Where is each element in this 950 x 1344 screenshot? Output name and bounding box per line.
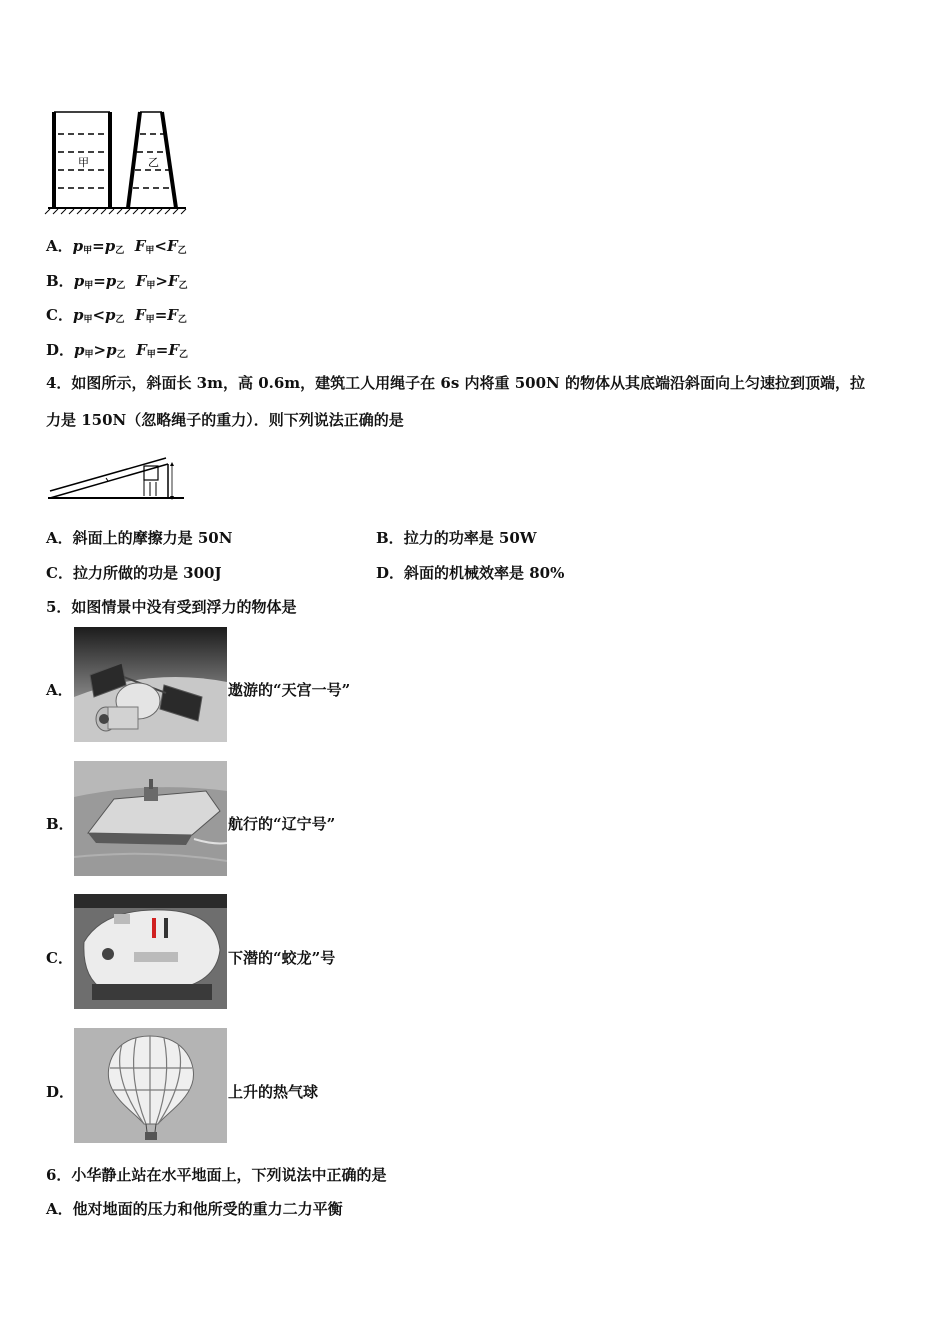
q4-stem-line1: 4．如图所示，斜面长 3m，高 0.6m，建筑工人用绳子在 6s 内将重 500N 的物体从其底端沿斜面向上匀速拉到顶端，拉 bbox=[46, 374, 865, 392]
q3-option-b[interactable]: B．$p_甲=p_乙$ $F_甲>F_乙$ bbox=[46, 272, 188, 291]
q5-stem: 5．如图情景中没有受到浮力的物体是 bbox=[46, 598, 297, 616]
q4-option-c[interactable]: C．拉力所做的功是 300J bbox=[46, 564, 222, 582]
q5-option-b-text: 航行的“辽宁号” bbox=[228, 815, 336, 833]
incline-figure bbox=[46, 448, 186, 504]
containers-figure bbox=[44, 108, 190, 216]
q5-option-a-letter[interactable]: A． bbox=[46, 681, 73, 699]
right-container-label: 乙 bbox=[148, 156, 159, 169]
q3-option-c[interactable]: C．$p_甲<p_乙$ $F_甲=F_乙$ bbox=[46, 306, 187, 325]
hot-air-balloon-image bbox=[74, 1028, 227, 1143]
q3-option-a[interactable]: A．$p_甲=p_乙$ $F_甲<F_乙$ bbox=[46, 237, 187, 256]
q6-option-a[interactable]: A．他对地面的压力和他所受的重力二力平衡 bbox=[46, 1200, 343, 1218]
q4-option-d[interactable]: D．斜面的机械效率是 80% bbox=[376, 564, 565, 582]
q5-option-a-text: 遨游的“天宫一号” bbox=[228, 681, 351, 699]
q5-option-b-letter[interactable]: B． bbox=[46, 815, 74, 833]
q4-stem-line2: 力是 150N（忽略绳子的重力）．则下列说法正确的是 bbox=[46, 411, 404, 429]
q5-option-c-letter[interactable]: C． bbox=[46, 949, 73, 967]
q5-option-d-letter[interactable]: D． bbox=[46, 1083, 75, 1101]
q4-option-a[interactable]: A．斜面上的摩擦力是 50N bbox=[46, 529, 233, 547]
q5-option-c-text: 下潜的“蛟龙”号 bbox=[228, 949, 336, 967]
right-container bbox=[128, 112, 176, 208]
left-container bbox=[54, 112, 110, 208]
q4-option-b[interactable]: B．拉力的功率是 50W bbox=[376, 529, 537, 547]
q6-stem: 6．小华静止站在水平地面上，下列说法中正确的是 bbox=[46, 1166, 387, 1184]
space-station-image bbox=[74, 627, 227, 742]
aircraft-carrier-image bbox=[74, 761, 227, 876]
submersible-image bbox=[74, 894, 227, 1009]
q5-option-d-text: 上升的热气球 bbox=[228, 1083, 319, 1101]
q3-option-d[interactable]: D．$p_甲>p_乙$ $F_甲=F_乙$ bbox=[46, 341, 188, 360]
left-container-label: 甲 bbox=[78, 156, 89, 169]
